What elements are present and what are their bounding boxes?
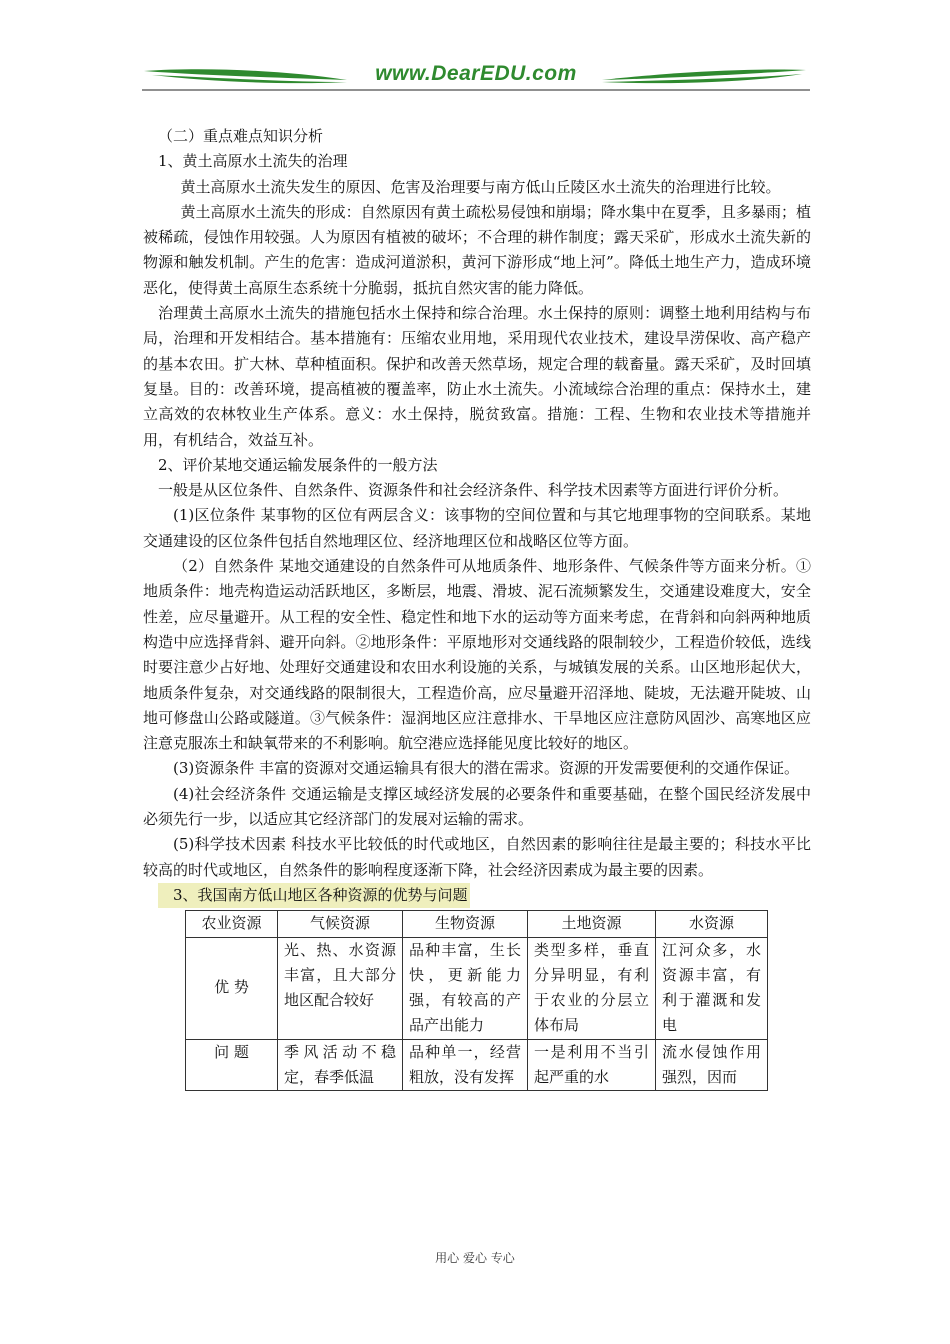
table-cell: 类型多样，垂直分异明显，有利于农业的分层立体布局: [528, 937, 656, 1039]
row-label-advantage: 优 势: [186, 937, 278, 1039]
table-cell: 一是利用不当引起严重的水: [528, 1039, 656, 1091]
heading-1: 1、黄土高原水土流失的治理: [158, 152, 348, 171]
table-header-cell: 农业资源: [186, 911, 278, 937]
row-label-problem: 问 题: [186, 1039, 278, 1091]
paragraph-3: 治理黄土高原水土流失的措施包括水土保持和综合治理。水土保持的原则：调整土地利用结构与布局，治理和开发相结合。基本措施有：压缩农业用地，采用现代农业技术，建设旱涝保收、高产稳产的基本农田。扩大林、草种植面积。保护和改善天然草场，规定合理的载畜量。露天采矿，及时回填复垦。目的：改善环境，提高植被的覆盖率，防止水土流失。小流域综合治理的重点：保持水土，建立高效的农林牧业生产体系。意义：水土保持，脱贫致富。措施：工程、生物和农业技术等措施并用，有机结合，效益互补。: [143, 304, 811, 449]
table-cell: 季风活动不稳定，春季低温: [278, 1039, 403, 1091]
paragraph-2: 黄土高原水土流失的形成：自然原因有黄土疏松易侵蚀和崩塌；降水集中在夏季，且多暴雨；植被稀疏，侵蚀作用较强。人为原因有植被的破坏；不合理的耕作制度；露天采矿，形成水土流失新的物源和触发机制。产生的危害：造成河道淤积，黄河下游形成“地上河”。降低土地生产力，造成环境恶化，使得黄土高原生态系统十分脆弱，抵抗自然灾害的能力降低。: [143, 202, 811, 297]
table-header-cell: 生物资源: [403, 911, 528, 937]
section-title: （二）重点难点知识分析: [158, 127, 324, 145]
heading-3: 3、我国南方低山地区各种资源的优势与问题: [158, 883, 470, 908]
table-cell: 品种单一，经营粗放，没有发挥: [403, 1039, 528, 1091]
table-cell: 光、热、水资源丰富，且大部分地区配合较好: [278, 937, 403, 1039]
resource-table: [185, 910, 768, 1091]
table-cell: 江河众多，水资源丰富，有利于灌溉和发电: [656, 937, 768, 1039]
paragraph-8: (4)社会经济条件 交通运输是支撑区域经济发展的必要条件和重要基础，在整个国民经济发展中必须先行一步，以适应其它经济部门的发展对运输的需求。: [143, 784, 811, 829]
table-header-row: [186, 911, 768, 937]
page-footer: 用心 爱心 专心: [435, 1251, 515, 1265]
paragraph-7: (3)资源条件 丰富的资源对交通运输具有很大的潜在需求。资源的开发需要便利的交通作保证。: [173, 759, 800, 778]
table-header-cell: 水资源: [656, 911, 768, 937]
table-header-cell: 土地资源: [528, 911, 656, 937]
table-cell: 流水侵蚀作用强烈，因而: [656, 1039, 768, 1091]
paragraph-9: (5)科学技术因素 科技水平比较低的时代或地区，自然因素的影响往往是最主要的；科技水平比较高的时代或地区，自然条件的影响程度逐渐下降，社会经济因素成为最主要的因素。: [143, 835, 811, 879]
table-header-cell: 气候资源: [278, 911, 403, 937]
table-row-advantage: [186, 937, 768, 1039]
document-body: [143, 124, 811, 1091]
heading-2: 2、评价某地交通运输发展条件的一般方法: [158, 455, 438, 474]
paragraph-4: 一般是从区位条件、自然条件、资源条件和社会经济条件、科学技术因素等方面进行评价分析。: [158, 481, 789, 500]
paragraph-1: 黄土高原水土流失发生的原因、危害及治理要与南方低山丘陵区水土流失的治理进行比较。: [180, 177, 781, 196]
heading-3-row: [143, 883, 811, 908]
table-row-problem: [186, 1039, 768, 1091]
site-logo-text[interactable]: www.DearEDU.com: [375, 62, 577, 85]
paragraph-6: （2）自然条件 某地交通建设的自然条件可从地质条件、地形条件、气候条件等方面来分析。①地质条件：地壳构造运动活跃地区，多断层，地震、滑坡、泥石流频繁发生，交通建设难度大，安全性差，应尽量避开。从工程的安全性、稳定性和地下水的运动等方面来考虑，在背斜和向斜两种地质构造中应选择背斜、避开向斜。②地形条件：平原地形对交通线路的限制较少，工程造价较低，选线时要注意少占好地、处理好交通建设和农田水利设施的关系，与城镇发展的关系。山区地形起伏大，地质条件复杂，对交通线路的限制很大，工程造价高，应尽量避开沼泽地、陡坡，无法避开陡坡、山地可修盘山公路或隧道。③气候条件：湿润地区应注意排水、干旱地区应注意防风固沙、高寒地区应注意克服冻土和缺氧带来的不利影响。航空港应选择能见度比较好的地区。: [143, 557, 811, 753]
paragraph-5: (1)区位条件 某事物的区位有两层含义：该事物的空间位置和与其它地理事物的空间联系。某地交通建设的区位条件包括自然地理区位、经济地理区位和战略区位等方面。: [143, 506, 811, 550]
table-cell: 品种丰富，生长快，更新能力强，有较高的产品产出能力: [403, 937, 528, 1039]
site-header: [142, 58, 810, 92]
